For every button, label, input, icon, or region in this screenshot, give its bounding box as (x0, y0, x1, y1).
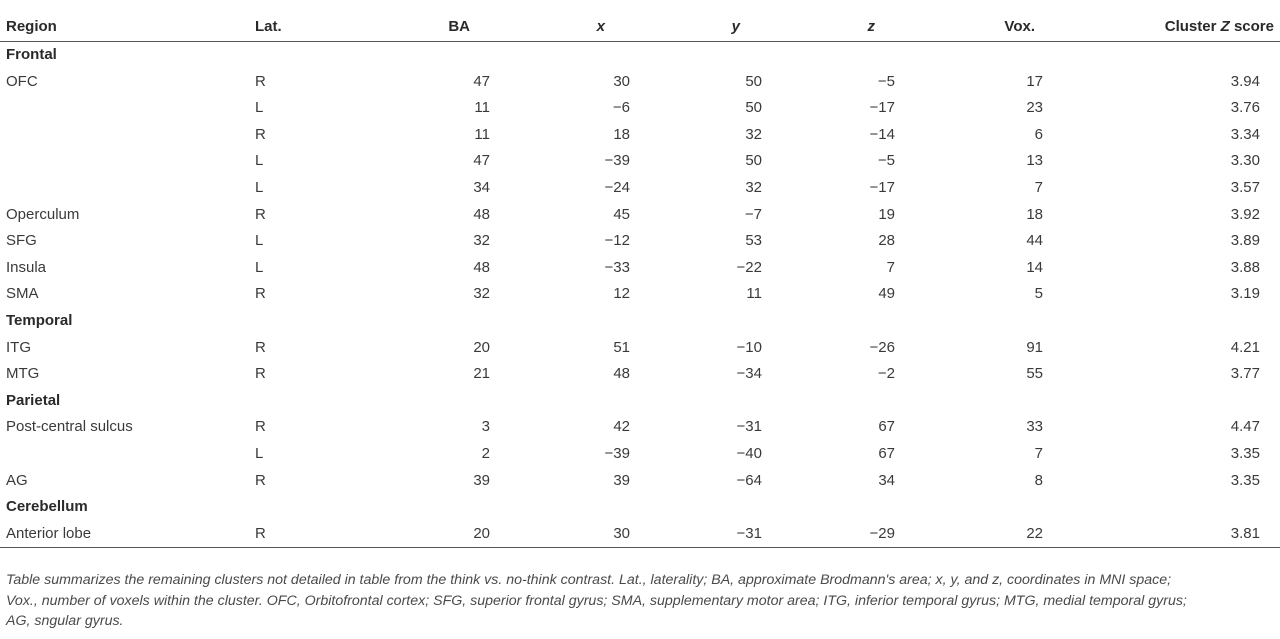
cell-region (0, 122, 255, 149)
cell-y: 53 (745, 232, 762, 250)
cell-y: −40 (736, 444, 762, 462)
cell-z: 67 (878, 418, 895, 436)
cell-x: −39 (604, 444, 630, 462)
cell-x: 39 (613, 471, 630, 489)
cell-ba: 48 (473, 205, 490, 223)
cell-region: Anterior lobe (0, 521, 255, 548)
cell-z: −26 (869, 338, 895, 356)
cell-ba: 11 (474, 125, 490, 143)
header-y: y (731, 18, 740, 35)
cell-y: −31 (736, 418, 762, 436)
header-ba: BA (448, 18, 470, 35)
cell-score: 3.34 (1230, 125, 1260, 143)
section-row (0, 494, 1280, 521)
cell-y: 50 (745, 72, 762, 90)
cell-y: 50 (745, 99, 762, 117)
cell-ba: 20 (380, 521, 530, 548)
cell-z: 7 (886, 258, 895, 276)
header-cluster-prefix: Cluster (1164, 18, 1221, 35)
table-row (0, 175, 1280, 202)
cell-lat: R (255, 521, 380, 548)
cell-z: −5 (877, 152, 895, 170)
cell-vox: 8 (1034, 471, 1043, 489)
header-cluster-suffix: score (1229, 18, 1274, 35)
cell-ba: 39 (473, 471, 490, 489)
cell-vox: 22 (935, 521, 1085, 548)
results-table (0, 12, 1280, 548)
cell-vox: 44 (1026, 232, 1043, 250)
cell-score: 3.92 (1230, 205, 1260, 223)
cell-vox: 14 (1026, 258, 1043, 276)
cell-z: 34 (878, 471, 895, 489)
table-row (0, 228, 1280, 255)
cell-lat: R (255, 205, 266, 223)
header-x: x (596, 18, 605, 35)
cell-ba: 21 (473, 365, 490, 383)
table-row (0, 148, 1280, 175)
section-label: Temporal (6, 311, 73, 329)
section-row (0, 308, 1280, 335)
section-row (0, 42, 1280, 69)
cell-x: 12 (613, 285, 630, 303)
cell-z: 28 (878, 232, 895, 250)
header-region: Region (6, 18, 57, 35)
cell-lat: L (255, 99, 264, 117)
cell-score: 3.35 (1230, 471, 1260, 489)
cell-score: 3.57 (1230, 178, 1260, 196)
table-caption: Table summarizes the remaining clusters not detailed in table from the think vs. no-think contrast. Lat., laterality; BA, approximate Brodmann's area; x, y, and z, coordinates in MNI space; Vox., number of voxels within the cluster. OFC, Orbitofrontal cortex; SFG, superior frontal gyrus; SMA, supplementary motor area; ITG, inferior temporal gyrus; MTG, medial temporal gyrus; AG, sngular gyrus. (6, 572, 1187, 629)
table-row (0, 468, 1280, 495)
cell-vox: 17 (1026, 72, 1043, 90)
cell-z: 49 (878, 285, 895, 303)
cell-score: 3.77 (1230, 365, 1260, 383)
cell-region: ITG (6, 338, 31, 356)
section-label: Parietal (6, 391, 61, 409)
cell-lat: R (255, 365, 266, 383)
cell-region: SFG (6, 232, 37, 250)
cell-x: 48 (613, 365, 630, 383)
cell-score: 4.21 (1230, 338, 1260, 356)
cell-lat: R (255, 285, 266, 303)
cell-y: 11 (746, 285, 762, 303)
header-cluster-score (1085, 12, 1280, 42)
table-body (0, 42, 1280, 548)
cell-region: Operculum (6, 205, 80, 223)
cell-vox: 6 (1034, 125, 1043, 143)
cell-vox: 23 (1026, 99, 1043, 117)
table-row (0, 69, 1280, 96)
table-row (0, 202, 1280, 229)
cell-score: 3.81 (1085, 521, 1280, 548)
cell-region (0, 175, 255, 202)
cell-x: −6 (612, 99, 630, 117)
cell-y: −64 (736, 471, 762, 489)
cell-y: −31 (665, 521, 800, 548)
header-row (0, 12, 1280, 42)
cell-lat: R (255, 471, 266, 489)
cell-region (0, 148, 255, 175)
cell-region: MTG (6, 365, 40, 383)
cell-region: Post-central sulcus (6, 418, 133, 436)
cell-z: −29 (800, 521, 935, 548)
cell-vox: 91 (1026, 338, 1043, 356)
cell-z: −17 (869, 99, 895, 117)
cell-ba: 2 (481, 444, 490, 462)
cell-lat: L (255, 444, 264, 462)
cell-z: 67 (878, 444, 895, 462)
section-row (0, 388, 1280, 415)
cell-ba: 32 (473, 285, 490, 303)
cell-region (0, 441, 255, 468)
cell-ba: 47 (473, 72, 490, 90)
cell-region (0, 95, 255, 122)
cell-vox: 7 (1034, 444, 1043, 462)
cell-lat: R (255, 72, 266, 90)
cell-lat: L (255, 178, 264, 196)
cell-x: 30 (613, 72, 630, 90)
cell-score: 3.76 (1230, 99, 1260, 117)
cell-z: −17 (869, 178, 895, 196)
cell-y: −22 (736, 258, 762, 276)
cell-vox: 33 (1026, 418, 1043, 436)
cell-y: −34 (736, 365, 762, 383)
cell-score: 3.30 (1230, 152, 1260, 170)
cell-vox: 7 (1034, 178, 1043, 196)
cell-y: 32 (745, 178, 762, 196)
cell-x: 30 (530, 521, 665, 548)
cell-ba: 20 (473, 338, 490, 356)
cell-ba: 3 (481, 418, 490, 436)
cell-ba: 47 (473, 152, 490, 170)
header-z: z (867, 18, 875, 35)
cell-score: 4.47 (1230, 418, 1260, 436)
section-label: Frontal (6, 46, 57, 63)
table-row (0, 361, 1280, 388)
cell-x: −24 (604, 178, 630, 196)
cell-ba: 11 (474, 99, 490, 117)
table-row (0, 281, 1280, 308)
cell-y: 50 (745, 152, 762, 170)
table-row (0, 95, 1280, 122)
cell-region: OFC (6, 72, 38, 90)
cell-score: 3.89 (1230, 232, 1260, 250)
table-row (0, 521, 1280, 548)
cell-z: −2 (877, 365, 895, 383)
header-vox: Vox. (1004, 18, 1035, 35)
cell-x: 51 (613, 338, 630, 356)
cell-ba: 34 (473, 178, 490, 196)
section-label: Cerebellum (6, 498, 88, 516)
cell-z: −14 (869, 125, 895, 143)
cell-score: 3.35 (1230, 444, 1260, 462)
cell-score: 3.94 (1230, 72, 1260, 90)
cell-region: AG (6, 471, 28, 489)
cell-x: 45 (613, 205, 630, 223)
cell-z: 19 (878, 205, 895, 223)
header-lat: Lat. (255, 18, 282, 35)
cell-ba: 32 (473, 232, 490, 250)
cell-vox: 13 (1026, 152, 1043, 170)
cell-lat: L (255, 232, 264, 250)
cell-y: −7 (744, 205, 762, 223)
cell-ba: 48 (473, 258, 490, 276)
table-row (0, 122, 1280, 149)
cell-score: 3.88 (1230, 258, 1260, 276)
cell-vox: 55 (1026, 365, 1043, 383)
table-row (0, 255, 1280, 282)
cell-x: 18 (613, 125, 630, 143)
cell-lat: L (255, 258, 264, 276)
cell-lat: L (255, 152, 264, 170)
cell-x: 42 (613, 418, 630, 436)
cell-lat: R (255, 338, 266, 356)
cell-x: −12 (604, 232, 630, 250)
table-row (0, 441, 1280, 468)
table-header (0, 12, 1280, 42)
cell-lat: R (255, 125, 266, 143)
cell-y: 32 (745, 125, 762, 143)
table-row (0, 414, 1280, 441)
table-row (0, 335, 1280, 362)
cell-z: −5 (877, 72, 895, 90)
cell-y: −10 (736, 338, 762, 356)
cell-score: 3.19 (1230, 285, 1260, 303)
header-cluster-z: Z (1220, 18, 1230, 35)
cell-lat: R (255, 418, 266, 436)
cell-x: −33 (604, 258, 630, 276)
cell-region: SMA (6, 285, 39, 303)
cell-vox: 18 (1026, 205, 1043, 223)
cell-x: −39 (604, 152, 630, 170)
cell-region: Insula (6, 258, 47, 276)
cell-vox: 5 (1034, 285, 1043, 303)
